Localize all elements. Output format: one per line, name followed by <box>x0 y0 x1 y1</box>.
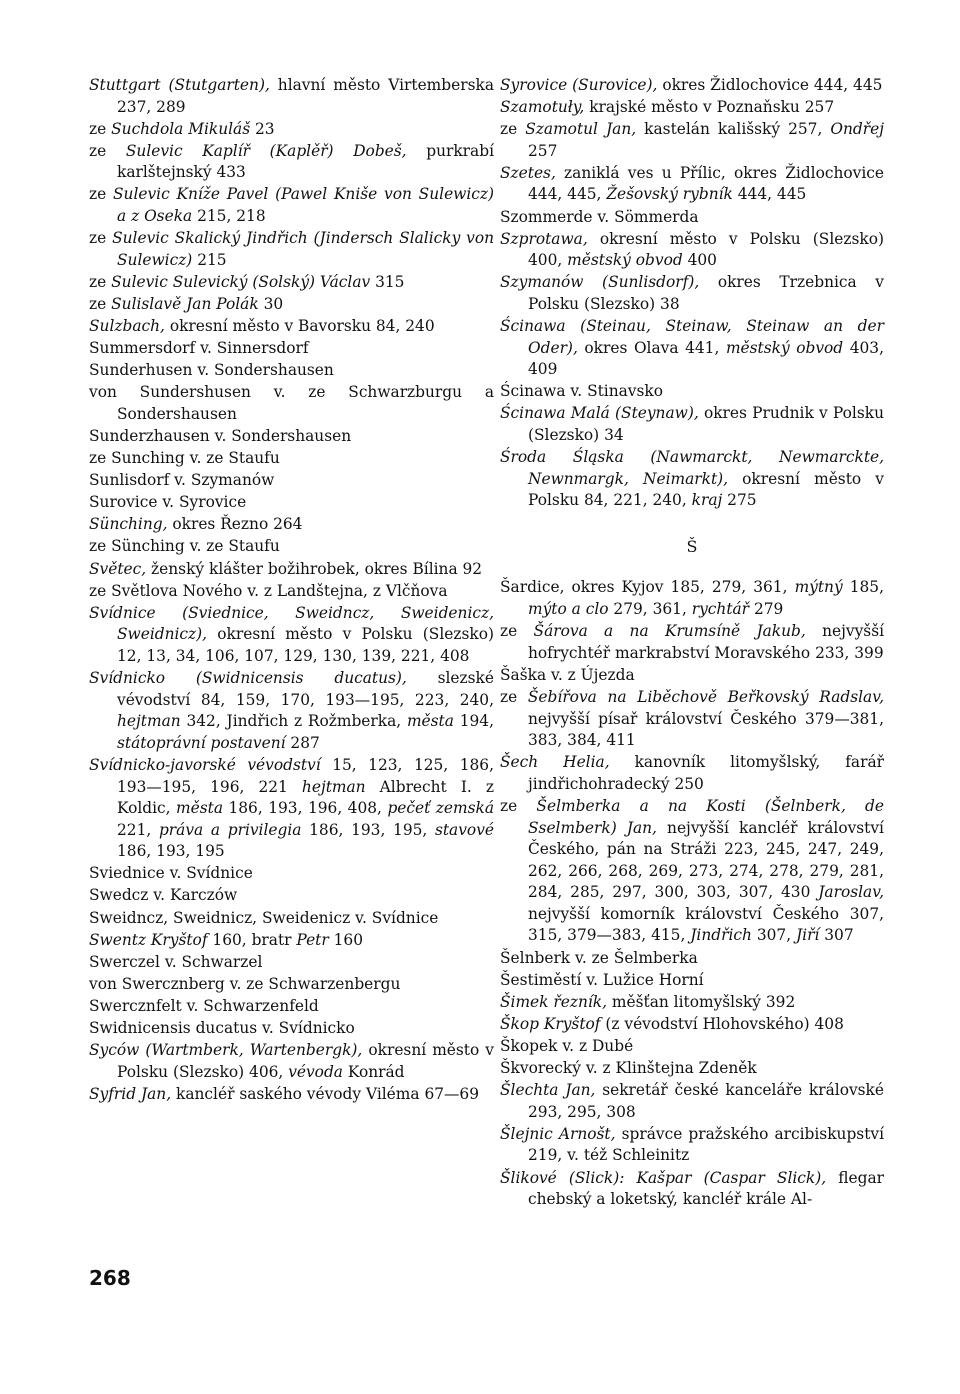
index-entry <box>89 272 494 294</box>
index-text: Sunlisdorf v. Szymanów <box>89 471 275 490</box>
index-term: Sünching, <box>89 515 168 534</box>
index-entry <box>89 1040 494 1083</box>
index-text: 186, 193, 195, <box>301 820 435 839</box>
index-term: Szetes, <box>500 163 556 182</box>
index-text: ze Světlova Nového v. z Landštejna, z Vlčňova <box>89 581 448 600</box>
index-entry <box>500 1168 884 1211</box>
index-term: Šlejnic Arnošt, <box>500 1124 616 1143</box>
index-term: Šlikové (Slick): Kašpar (Caspar Slick), <box>500 1168 827 1187</box>
index-term: města <box>406 712 454 731</box>
index-text: ženský klášter božihrobek, okres Bílina 92 <box>146 559 483 578</box>
index-term: práva a privilegia <box>158 820 302 839</box>
index-text: von Sundershusen v. ze Schwarzburgu a Sondershausen <box>89 383 494 423</box>
index-term: Szamotuły, <box>500 98 585 117</box>
index-term: Šárova a na Krumsíně Jakub, <box>533 622 806 641</box>
index-text: ze <box>89 272 112 291</box>
index-entry <box>500 970 884 992</box>
index-term: Žešovský rybník <box>606 185 733 204</box>
index-term: mýto a clo <box>528 600 609 619</box>
index-term: Šebířova na Liběchově Beřkovský Radslav, <box>527 687 884 706</box>
index-entry <box>89 75 494 118</box>
index-text: 400 <box>682 251 717 270</box>
index-entry <box>89 448 494 470</box>
index-term: Stuttgart (Stutgarten), <box>89 76 270 94</box>
index-term: Světec, <box>89 559 147 578</box>
index-entry <box>89 470 494 492</box>
index-text: ze <box>89 141 126 160</box>
index-entry <box>500 948 884 970</box>
index-entry <box>500 1036 884 1058</box>
index-text: 186, 193, 195 <box>117 842 225 861</box>
index-entry <box>89 119 494 141</box>
index-entry <box>500 316 884 381</box>
index-text: Sunderhusen v. Sondershausen <box>89 361 334 380</box>
index-text: 403, 409 <box>528 338 884 379</box>
index-text: 15, 123, 125, 186, 193—195, 196, 221 <box>117 755 494 796</box>
index-entry <box>89 581 494 603</box>
index-text: 275 <box>722 491 757 510</box>
index-text: 215 <box>192 250 227 269</box>
index-term: Jaroslav, <box>818 883 884 902</box>
index-term: Szprotawa, <box>500 229 588 248</box>
index-term: státoprávní postavení <box>117 733 286 752</box>
index-text: Sunderzhausen v. Sondershausen <box>89 427 352 445</box>
index-entry <box>89 294 494 316</box>
index-text: ze <box>500 796 537 815</box>
index-term: hejtman <box>301 777 366 796</box>
index-term: vévoda <box>288 1062 343 1081</box>
index-text: kanovník litomyšlský, farář jindřichohradecký 250 <box>528 753 884 793</box>
index-text: správce pražského arcibiskupství 219, v. též Schleinitz <box>528 1124 884 1165</box>
index-entry <box>89 514 494 536</box>
index-text: 160 <box>328 930 364 949</box>
index-text: krajské město v Poznaňsku 257 <box>584 98 835 117</box>
right-column <box>500 75 884 1211</box>
index-text: nejvyšší kancléř království Českého, pán na Stráži 223, 245, 247, 249, 262, 266, 268, 269, 273, 274, 278, 279, 281, 284, 285, 297, 300, 303, 307, 430 <box>528 818 884 902</box>
index-term: Jiří <box>795 926 820 945</box>
right-column-entries-s <box>500 75 884 512</box>
index-text: ze <box>500 120 526 139</box>
index-term: Syrovice (Surovice), <box>500 76 658 94</box>
index-text: 342, Jindřich z Rožmberka, <box>180 712 407 731</box>
index-text: ze <box>500 622 534 641</box>
index-text: hlavní město Virtemberska 237, 289 <box>117 76 494 116</box>
index-term: městský obvod <box>567 251 683 270</box>
index-entry <box>89 360 494 382</box>
index-text: 315 <box>370 272 405 291</box>
index-entry <box>500 75 884 97</box>
index-text: zaniklá ves u Přílic, okres Židlochovice 444, 445, <box>528 163 884 204</box>
index-text: ze <box>500 687 528 706</box>
index-text: Konrád <box>342 1062 405 1081</box>
index-entry <box>500 687 884 752</box>
right-column-entries-sh <box>500 577 884 1210</box>
index-text: Šestiměstí v. Lužice Horní <box>500 970 704 989</box>
index-text: okres Olava 441, <box>577 338 726 357</box>
index-entry <box>500 992 884 1014</box>
index-text: 215, 218 <box>192 207 266 226</box>
index-entry <box>500 1080 884 1123</box>
index-entry <box>500 1014 884 1036</box>
index-term: Syców (Wartmberk, Wartenbergk), <box>89 1041 363 1060</box>
index-text: 160, bratr <box>207 930 297 949</box>
index-term: Ścinawa Malá (Steynaw), <box>500 404 699 423</box>
index-term: Sulevic Skalický Jindřich (Jindersch Slalicky von Sulewicz) <box>112 229 495 269</box>
section-heading: Š <box>686 536 698 556</box>
index-text: Šaška v. z Újezda <box>500 665 635 684</box>
index-term: Petr <box>296 930 329 949</box>
index-text: (z vévodství Hlohovského) 408 <box>600 1014 844 1033</box>
index-text: Sviednice v. Svídnice <box>89 864 253 883</box>
index-text: 23 <box>250 119 275 138</box>
index-entry <box>89 338 494 360</box>
index-text: Swerczel v. Schwarzel <box>89 952 263 971</box>
index-entry <box>89 885 494 907</box>
index-entry <box>500 621 884 664</box>
index-entry <box>89 1084 494 1106</box>
index-entry <box>89 141 494 184</box>
index-text: ze Sunching v. ze Staufu <box>89 449 280 468</box>
index-term: Šlechta Jan, <box>500 1081 596 1100</box>
index-text: ze Sünching v. ze Staufu <box>89 537 280 556</box>
index-text: flegar chebský a loketský, kancléř krále Al- <box>528 1168 884 1209</box>
index-entry <box>89 382 494 425</box>
index-text: 307, <box>751 926 796 945</box>
index-term: Šech Helia, <box>500 753 610 772</box>
index-text: 287 <box>285 733 320 752</box>
index-entry <box>89 316 494 338</box>
index-text: okres Řezno 264 <box>167 515 303 534</box>
index-entry <box>500 381 884 403</box>
index-term: pečeť zemská <box>387 799 494 818</box>
index-text: Šelnberk v. ze Šelmberka <box>500 948 698 967</box>
index-entry <box>500 163 884 206</box>
index-term: Svídnicko (Swidnicensis ducatus), <box>89 669 407 688</box>
index-entry <box>89 996 494 1018</box>
index-entry <box>89 426 494 448</box>
index-term: města <box>176 799 223 818</box>
index-text: Škvorecký v. z Klinštejna Zdeněk <box>500 1059 757 1078</box>
index-entry <box>500 207 884 229</box>
index-text: kastelán kališský 257, <box>636 120 831 139</box>
index-text: ze <box>89 185 113 204</box>
index-entry <box>89 974 494 996</box>
index-term: mýtný <box>794 578 843 597</box>
index-text: 30 <box>258 294 284 313</box>
index-term: Środa Śląska (Nawmarckt, Newmarckte, Newnmargk, Neimarkt), <box>500 448 884 488</box>
index-entry <box>89 536 494 558</box>
index-text: von Swercznberg v. ze Schwarzenbergu <box>89 974 401 993</box>
index-term: Ondřej <box>830 120 885 139</box>
index-text: slezské vévodství 84, 159, 170, 193—195, 223, 240, <box>117 669 494 709</box>
index-term: Syfrid Jan, <box>89 1084 172 1103</box>
index-text: nejvyšší komorník království Českého 307, 315, 379—383, 415, <box>528 904 884 945</box>
index-text: Sweidncz, Sweidnicz, Sweidenicz v. Svídnice <box>89 908 439 927</box>
index-text: purkrabí karlštejnský 433 <box>117 141 494 182</box>
index-term: Ścinawa (Steinau, Steinaw, Steinaw an der Oder), <box>500 317 884 357</box>
index-text: 279, 361, <box>608 600 692 619</box>
index-entry <box>89 184 494 227</box>
index-entry <box>89 603 494 668</box>
index-text: nejvyšší písař království Českého 379—381, 383, 384, 411 <box>528 709 884 750</box>
index-entry <box>500 752 884 795</box>
index-text: 444, 445 <box>732 185 807 204</box>
index-term: Šimek řezník, <box>500 992 608 1011</box>
left-column <box>89 75 494 1105</box>
index-text: Summersdorf v. Sinnersdorf <box>89 339 309 358</box>
index-entry <box>500 229 884 272</box>
index-text: 194, <box>453 712 494 731</box>
index-term: Szamotul Jan, <box>525 120 637 139</box>
index-term: městský obvod <box>725 338 844 357</box>
index-entry <box>500 796 884 947</box>
index-text: 221, <box>117 820 159 839</box>
index-text: okresní město v Polsku (Slezsko) 12, 13, 34, 106, 107, 129, 130, 139, 221, 408 <box>117 625 494 665</box>
index-text: okresní město v Polsku (Slezsko) 400, <box>528 229 884 270</box>
index-term: kraj <box>691 491 723 510</box>
index-entry <box>500 403 884 446</box>
index-text: nejvyšší hofrychtéř markrabství Moravského 233, 399 <box>528 622 885 662</box>
index-text: Albrecht I. z Koldic, <box>117 777 494 818</box>
index-entry <box>89 228 494 271</box>
index-term: Svídnicko-javorské vévodství <box>89 755 321 774</box>
index-term: hejtman <box>117 712 181 731</box>
index-text: okresní město v Polsku (Slezsko) 406, <box>117 1041 494 1081</box>
index-term: Suchdola Mikuláš <box>111 119 251 138</box>
index-entry <box>89 1018 494 1040</box>
index-entry <box>500 665 884 687</box>
index-entry <box>89 755 494 863</box>
index-text: Szommerde v. Sömmerda <box>500 207 699 226</box>
index-term: Sulevic Sulevický (Solský) Václav <box>111 272 371 291</box>
index-entry <box>500 272 884 315</box>
index-text: okresní město v Bavorsku 84, 240 <box>164 317 435 336</box>
index-entry <box>89 930 494 952</box>
index-text: 185, <box>842 578 884 597</box>
index-text: sekretář české kanceláře královské 293, 295, 308 <box>528 1081 884 1121</box>
index-text: Šardice, okres Kyjov 185, 279, 361, <box>500 578 795 597</box>
index-entry <box>500 1058 884 1080</box>
index-entry <box>500 1124 884 1167</box>
index-entry <box>89 668 494 754</box>
index-text: Škopek v. z Dubé <box>500 1036 634 1055</box>
index-text: 279 <box>749 600 784 619</box>
index-text: okres Židlochovice 444, 445 <box>657 76 883 94</box>
index-text: Swedcz v. Karczów <box>89 886 238 905</box>
index-term: Szymanów (Sunlisdorf), <box>500 273 700 292</box>
index-term: Sulevic Kaplíř (Kaplěř) Dobeš, <box>125 141 407 160</box>
index-term: Sulislavě Jan Polák <box>111 294 259 313</box>
index-text: 186, 193, 196, 408, <box>223 799 388 818</box>
index-term: Sulevic Kníže Pavel (Pawel Kniše von Sulewicz) a z Oseka <box>112 185 494 226</box>
index-term: Škop Kryštof <box>500 1014 601 1033</box>
page-number: 268 <box>89 1266 131 1290</box>
index-term: Jindřich <box>690 926 752 945</box>
index-text: ze <box>89 229 113 248</box>
index-term: Svídnice (Sviednice, Sweidncz, Sweidenicz, Sweidnicz), <box>89 603 494 644</box>
index-entry <box>89 952 494 974</box>
index-entry <box>89 908 494 930</box>
index-entry <box>500 97 884 119</box>
index-entry <box>89 863 494 885</box>
index-text: kancléř saského vévody Viléma 67—69 <box>171 1084 480 1103</box>
index-entry <box>500 119 884 162</box>
index-text: měšťan litomyšlský 392 <box>607 992 796 1011</box>
index-term: stavové <box>434 820 494 839</box>
index-text: 307 <box>819 926 854 945</box>
index-text: okresní město v Polsku 84, 221, 240, <box>528 469 884 510</box>
index-text: okres Trzebnica v Polsku (Slezsko) 38 <box>528 273 884 313</box>
index-term: Sulzbach, <box>89 317 165 336</box>
index-entry <box>500 447 884 512</box>
index-text: Swercznfelt v. Schwarzenfeld <box>89 996 319 1015</box>
index-text: Swidnicensis ducatus v. Svídnicko <box>89 1019 355 1038</box>
index-text: Surovice v. Syrovice <box>89 493 247 512</box>
index-entry <box>89 559 494 581</box>
index-text: ze <box>89 119 112 138</box>
index-text: ze <box>89 294 112 313</box>
index-term: rychtář <box>691 600 750 619</box>
index-text: 257 <box>528 141 558 160</box>
index-text: okres Prudnik v Polsku (Slezsko) 34 <box>528 404 884 444</box>
index-term: Šelmberka a na Kosti (Šelnberk, de Sselmberk) Jan, <box>528 796 884 837</box>
index-entry <box>89 492 494 514</box>
index-entry <box>500 577 884 620</box>
index-text: Ścinawa v. Stinavsko <box>500 382 663 401</box>
index-term: Swentz Kryštof <box>89 930 208 949</box>
